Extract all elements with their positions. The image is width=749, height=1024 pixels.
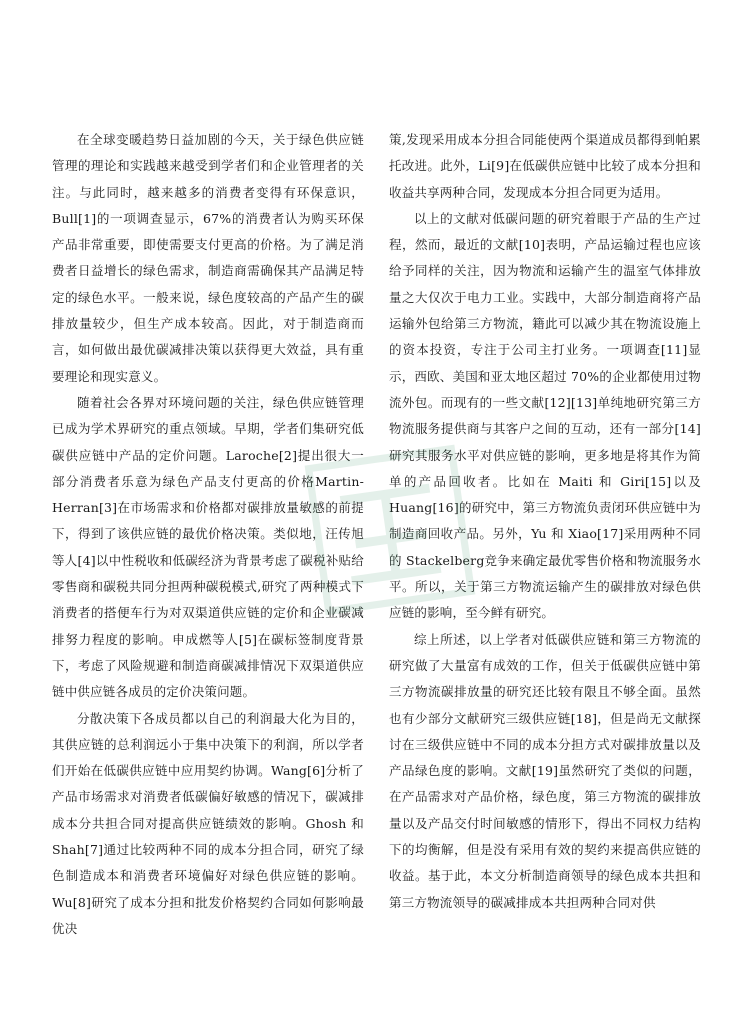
- paragraph: 随着社会各界对环境问题的关注，绿色供应链管理已成为学术界研究的重点领域。早期，学者们集研究低碳供应链中产品的定价问题。Laroche[2]提出很大一部分消费者乐意为绿色产品支付更高的价格Martin-Herran[3]在市场需求和价格都对碳排放量敏感的前提下，得到了该供应链的最优价格决策。类似地，汪传旭等人[4]以中性税收和低碳经济为背景考虑了碳税补贴给零售商和碳税共同分担两种碳税模式,研究了两种模式下消费者的搭便车行为对双渠道供应链的定价和企业碳减排努力程度的影响。申成燃等人[5]在碳标签制度背景下，考虑了风险规避和制造商碳减排情况下双渠道供应链中供应链各成员的定价决策问题。: [52, 394, 364, 700]
- right-column: [389, 127, 701, 916]
- paragraph: 以上的文献对低碳问题的研究着眼于产品的生产过程，然而，最近的文献[10]表明，产品运输过程也应该给予同样的关注，因为物流和运输产生的温室气体排放量之大仅次于电力工业。实践中，大部分制造商将产品运输外包给第三方物流，籍此可以减少其在物流设施上的资本投资，专注于公司主打业务。一项调查[11]显示，西欧、美国和亚太地区超过 70%的企业都使用过物流外包。而现有的一些文献[12][13]单纯地研究第三方物流服务提供商与其客户之间的互动，还有一部分[14]研究其服务水平对供应链的影响，更多地是将其作为简单的产品回收者。比如在 Maiti 和 Giri[15]以及 Huang[16]的研究中，第三方物流负责闭环供应链中为制造商回收产品。另外，Yu 和 Xiao[17]采用两种不同的 Stackelberg竞争来确定最优零售价格和物流服务水平。所以，关于第三方物流运输产生的碳排放对绿色供应链的影响，至今鲜有研究。: [389, 210, 701, 621]
- paragraph: 分散决策下各成员都以自己的利润最大化为目的，其供应链的总利润远小于集中决策下的利润，所以学者们开始在低碳供应链中应用契约协调。Wang[6]分析了产品市场需求对消费者低碳偏好敏感的情况下，碳减排成本分共担合同对提高供应链绩效的影响。Ghosh 和Shah[7]通过比较两种不同的成本分担合同，研究了绿色制造成本和消费者环境偏好对绿色供应链的影响。Wu[8]研究了成本分担和批发价格契约合同如何影响最优决: [52, 710, 364, 936]
- paragraph: 策,发现采用成本分担合同能使两个渠道成员都得到帕累托改进。此外，Li[9]在低碳供应链中比较了成本分担和收益共享两种合同，发现成本分担合同更为适用。: [389, 132, 701, 200]
- paragraph: 在全球变暖趋势日益加剧的今天，关于绿色供应链管理的理论和实践越来越受到学者们和企业管理者的关注。与此同时，越来越多的消费者变得有环保意识，Bull[1]的一项调查显示，67%的消费者认为购买环保产品非常重要，即使需要支付更高的价格。为了满足消费者日益增长的绿色需求，制造商需确保其产品满足特定的绿色水平。一般来说，绿色度较高的产品产生的碳排放量较少，但生产成本较高。因此，对于制造商而言，如何做出最优碳减排决策以获得更大效益，具有重要理论和现实意义。: [52, 132, 364, 384]
- paragraph: 综上所述，以上学者对低碳供应链和第三方物流的研究做了大量富有成效的工作，但关于低碳供应链中第三方物流碳排放量的研究还比较有限且不够全面。虽然也有少部分文献研究三级供应链[18]，但是尚无文献探讨在三级供应链中不同的成本分担方式对碳排放量以及产品绿色度的影响。文献[19]虽然研究了类似的问题，在产品需求对产品价格，绿色度，第三方物流的碳排放量以及产品交付时间敏感的情形下，得出不同权力结构下的均衡解，但是没有采用有效的契约来提高供应链的收益。基于此，本文分析制造商领导的绿色成本共担和第三方物流领导的碳减排成本共担两种合同对供: [389, 631, 701, 910]
- left-column: [52, 127, 364, 942]
